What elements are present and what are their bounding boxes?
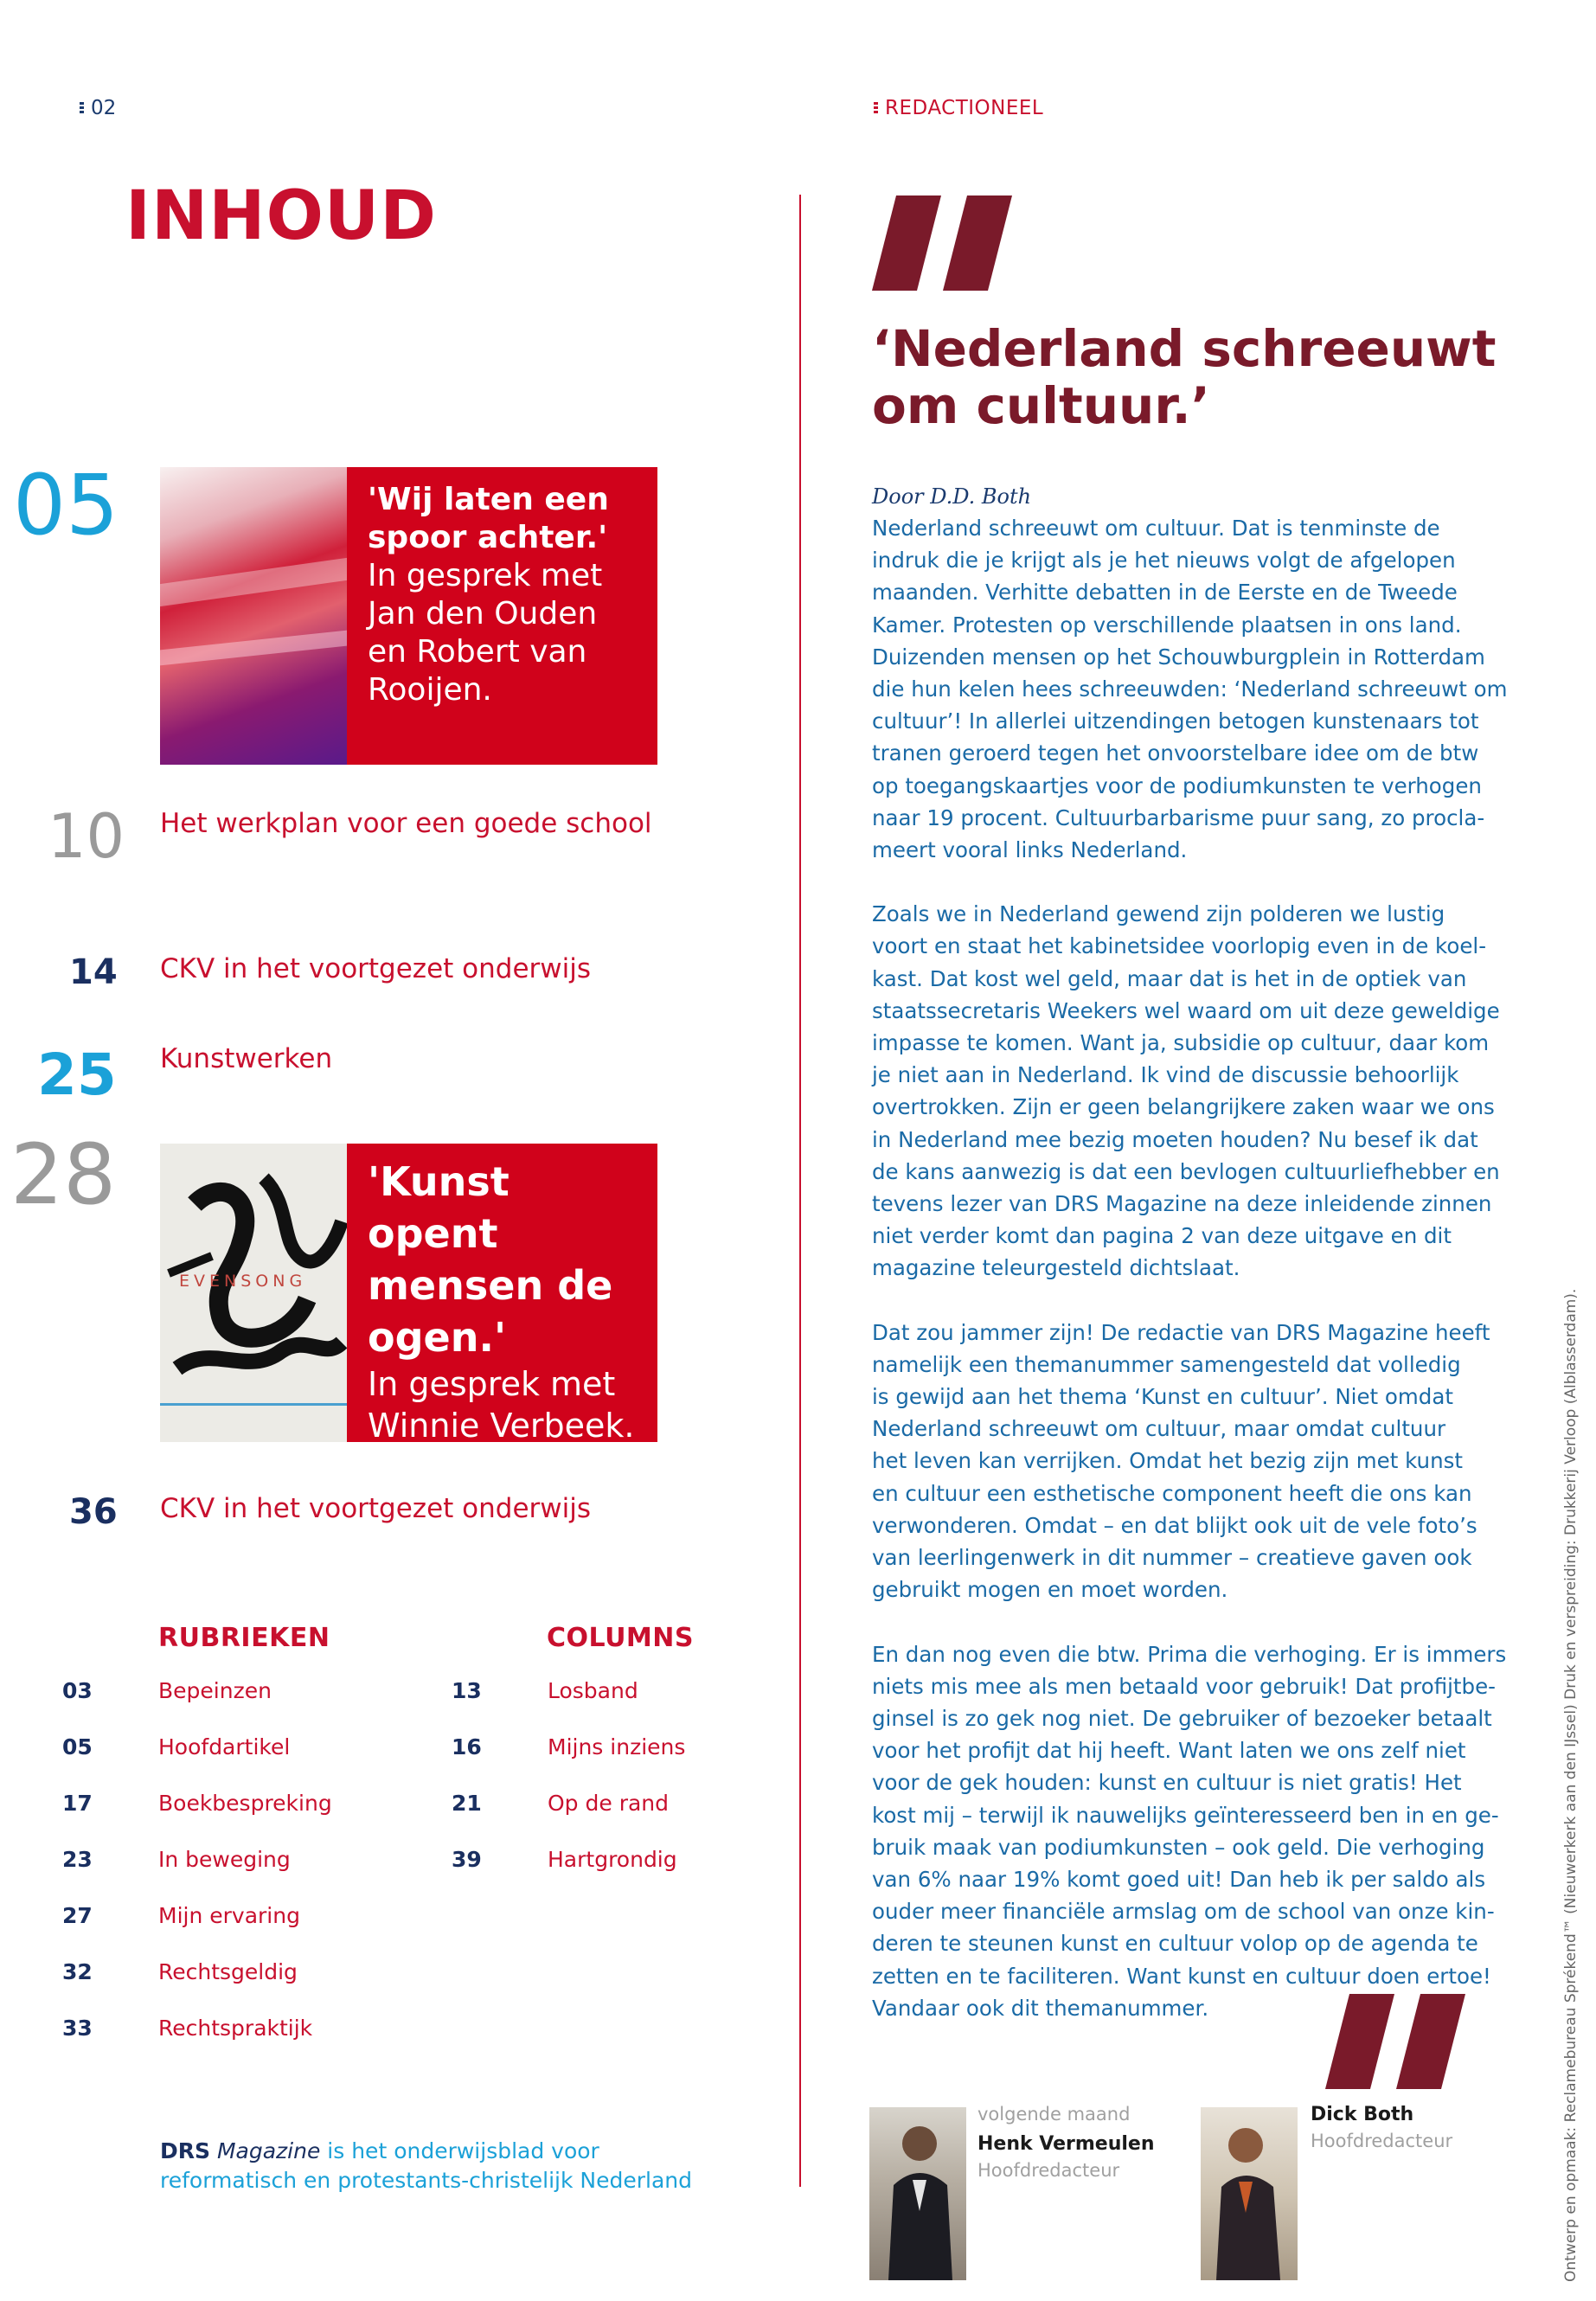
feature-card-05[interactable]: [347, 467, 657, 765]
image-caption: EVENSONG: [179, 1272, 307, 1291]
text-line: niet verder komt dan pagina 2 van deze uitgave en dit: [872, 1223, 1452, 1249]
page-number: 02: [80, 97, 116, 119]
text-line: Dat zou jammer zijn! De redactie van DRS Magazine heeft: [872, 1319, 1490, 1345]
toc-link-14[interactable]: CKV in het voortgezet onderwijs: [160, 953, 591, 984]
bars-icon: [874, 102, 878, 115]
feature-sub: In gesprek met Jan den Ouden en Robert van Rooijen.: [368, 558, 603, 708]
editor-henk: volgende maand Henk Vermeulen Hoofdredacteur: [977, 2104, 1155, 2181]
text-line: naar 19 procent. Cultuurbarbarisme puur sang, zo procla-: [872, 804, 1485, 830]
text-line: Kamer. Protesten op verschillende plaatsen in ons land.: [872, 612, 1462, 638]
text-line: Duizenden mensen op het Schouwburgplein in Rotterdam: [872, 644, 1485, 670]
editorial-paragraph: [872, 1638, 1512, 2024]
text-line: en cultuur een esthetische component heeft die ons kan: [872, 1480, 1472, 1506]
text-line: ouder meer financiële armslag om de school van onze kin-: [872, 1899, 1495, 1925]
person-icon: [1201, 2107, 1298, 2280]
text-line: Nederland schreeuwt om cultuur, maar omdat cultuur: [872, 1416, 1446, 1442]
text-line: van 6% naar 19% komt goed uit! Dan heb ik per saldo als: [872, 1866, 1486, 1892]
toc-link-25[interactable]: Kunstwerken: [160, 1043, 333, 1074]
text-line: tevens lezer van DRS Magazine na deze inleidende zinnen: [872, 1191, 1492, 1217]
text-line: in Nederland mee bezig moeten houden? Nu besef ik dat: [872, 1126, 1478, 1152]
text-line: overtrokken. Zijn er geen belangrijkere zaken waar we ons: [872, 1094, 1495, 1120]
text-line: kast. Dat kost wel geld, maar dat is het in de optiek van: [872, 965, 1467, 991]
editorial-paragraph: [872, 512, 1512, 866]
image-streak: [160, 631, 347, 666]
text-line: staatssecretaris Weekers wel waard om uit deze geweldige: [872, 997, 1500, 1023]
editorial-paragraph: [872, 1317, 1512, 1606]
image-streak: [160, 558, 347, 606]
text-line: Vandaar ook dit themanummer.: [872, 1995, 1209, 2021]
text-line: voor het profijt dat hij heeft. Want laten we ons zelf niet: [872, 1738, 1466, 1764]
text-line: is gewijd aan het thema ‘Kunst en cultuur’. Niet omdat: [872, 1384, 1453, 1410]
feature-card-28[interactable]: [347, 1144, 657, 1445]
columns-heading: COLUMNS: [547, 1623, 694, 1653]
editor-photo-dick: [1201, 2107, 1298, 2280]
text-line: impasse te komen. Want ja, subsidie op cultuur, daar kom: [872, 1030, 1490, 1056]
text-line: bruik maak van podiumkunsten – ook geld. Die verhoging: [872, 1834, 1485, 1860]
editorial-paragraph: [872, 898, 1512, 1284]
text-line: zetten en te faciliteren. Want kunst en cultuur doen ertoe!: [872, 1963, 1491, 1989]
toc-number-05: 05: [13, 457, 119, 554]
toc-number-25: 25: [37, 1042, 117, 1108]
text-line: tranen geroerd tegen het onvoorstelbare idee om de btw: [872, 740, 1479, 766]
text-line: En dan nog even die btw. Prima die verhoging. Er is immers: [872, 1641, 1507, 1667]
feature-sub: In gesprek met Winnie Verbeek.: [368, 1365, 635, 1445]
editor-photo-henk: [869, 2107, 966, 2280]
feature-quote: 'Wij laten een spoor achter.': [368, 482, 609, 555]
text-line: maanden. Verhitte debatten in de Eerste en de Tweede: [872, 580, 1458, 606]
magazine-tagline: DRS Magazine is het onderwijsblad voor reformatisch en protestants-christelijk Nederland: [160, 2138, 692, 2193]
text-line: deren te steunen kunst en cultuur volop op de agenda te: [872, 1931, 1478, 1957]
rubrieken-heading: RUBRIEKEN: [158, 1623, 330, 1653]
calligraphy-artwork: [160, 1144, 347, 1442]
text-line: Nederland schreeuwt om cultuur. Dat is tenminste de: [872, 516, 1440, 541]
text-line: meert vooral links Nederland.: [872, 837, 1188, 863]
toc-link-10[interactable]: Het werkplan voor een goede school: [160, 808, 652, 839]
editor-dick: Dick Both Hoofdredacteur: [1311, 2104, 1453, 2151]
editorial-quote: ‘Nederland schreeuwt om cultuur.’: [872, 319, 1497, 435]
toc-number-14: 14: [69, 952, 118, 992]
toc-number-28: 28: [10, 1126, 117, 1223]
editorial-body: [872, 512, 1512, 2056]
text-line: die hun kelen hees schreeuwden: ‘Nederland schreeuwt om: [872, 676, 1508, 702]
bars-icon: [80, 102, 84, 115]
open-quote-icon: [872, 195, 1019, 291]
text-line: indruk die je krijgt als je het nieuws volgt de afgelopen: [872, 548, 1456, 574]
text-line: voor de gek houden: kunst en cultuur is niet gratis! Het: [872, 1770, 1462, 1796]
text-line: gebruikt mogen en moet worden.: [872, 1577, 1228, 1603]
toc-link-36[interactable]: CKV in het voortgezet onderwijs: [160, 1493, 591, 1524]
person-icon: [869, 2107, 966, 2280]
column-divider: [799, 195, 801, 2187]
text-line: van leerlingenwerk in dit nummer – creatieve gaven ook: [872, 1545, 1472, 1571]
side-credit: Ontwerp en opmaak: Reclamebureau Sprékend™ (Nieuwerkerk aan den IJssel) Druk en verspreiding: Drukkerij Verloop (Alblasserdam).: [1562, 1288, 1580, 2282]
feature-quote: 'Kunst opent mensen de ogen.': [368, 1158, 613, 1361]
toc-number-10: 10: [48, 801, 125, 872]
text-line: je niet aan in Nederland. Ik vind de discussie behoorlijk: [872, 1062, 1459, 1088]
text-line: het leven kan verrijken. Omdat het bezig zijn met kunst: [872, 1448, 1463, 1474]
text-line: Zoals we in Nederland gewend zijn polderen we lustig: [872, 901, 1445, 927]
text-line: niets mis mee als men betaald voor gebruik! Dat profijtbe-: [872, 1673, 1497, 1699]
text-line: namelijk een themanummer samengesteld dat volledig: [872, 1351, 1461, 1377]
section-label: REDACTIONEEL: [874, 97, 1043, 119]
text-line: magazine teleurgesteld dichtslaat.: [872, 1255, 1240, 1281]
feature-image-28[interactable]: [160, 1144, 347, 1442]
text-line: kost mij – terwijl ik nauwelijks geïnteresseerd ben in en ge-: [872, 1802, 1499, 1828]
byline: Door D.D. Both: [872, 484, 1032, 509]
toc-title: INHOUD: [125, 177, 437, 255]
text-line: voort en staat het kabinetsidee voorlopig even in de koel-: [872, 933, 1487, 959]
text-line: verwonderen. Omdat – en dat blijkt ook uit de vele foto’s: [872, 1512, 1477, 1538]
feature-image-05[interactable]: [160, 467, 347, 765]
text-line: de kans aanwezig is dat een bevlogen cultuurliefhebber en: [872, 1158, 1500, 1184]
text-line: op toegangskaartjes voor de podiumkunsten te verhogen: [872, 772, 1482, 798]
text-line: cultuur’! In allerlei uitzendingen betogen kunstenaars tot: [872, 708, 1479, 734]
close-quote-icon: [1325, 1994, 1472, 2089]
text-line: ginsel is zo gek nog niet. De gebruiker of bezoeker betaalt: [872, 1705, 1492, 1731]
toc-number-36: 36: [69, 1492, 118, 1532]
